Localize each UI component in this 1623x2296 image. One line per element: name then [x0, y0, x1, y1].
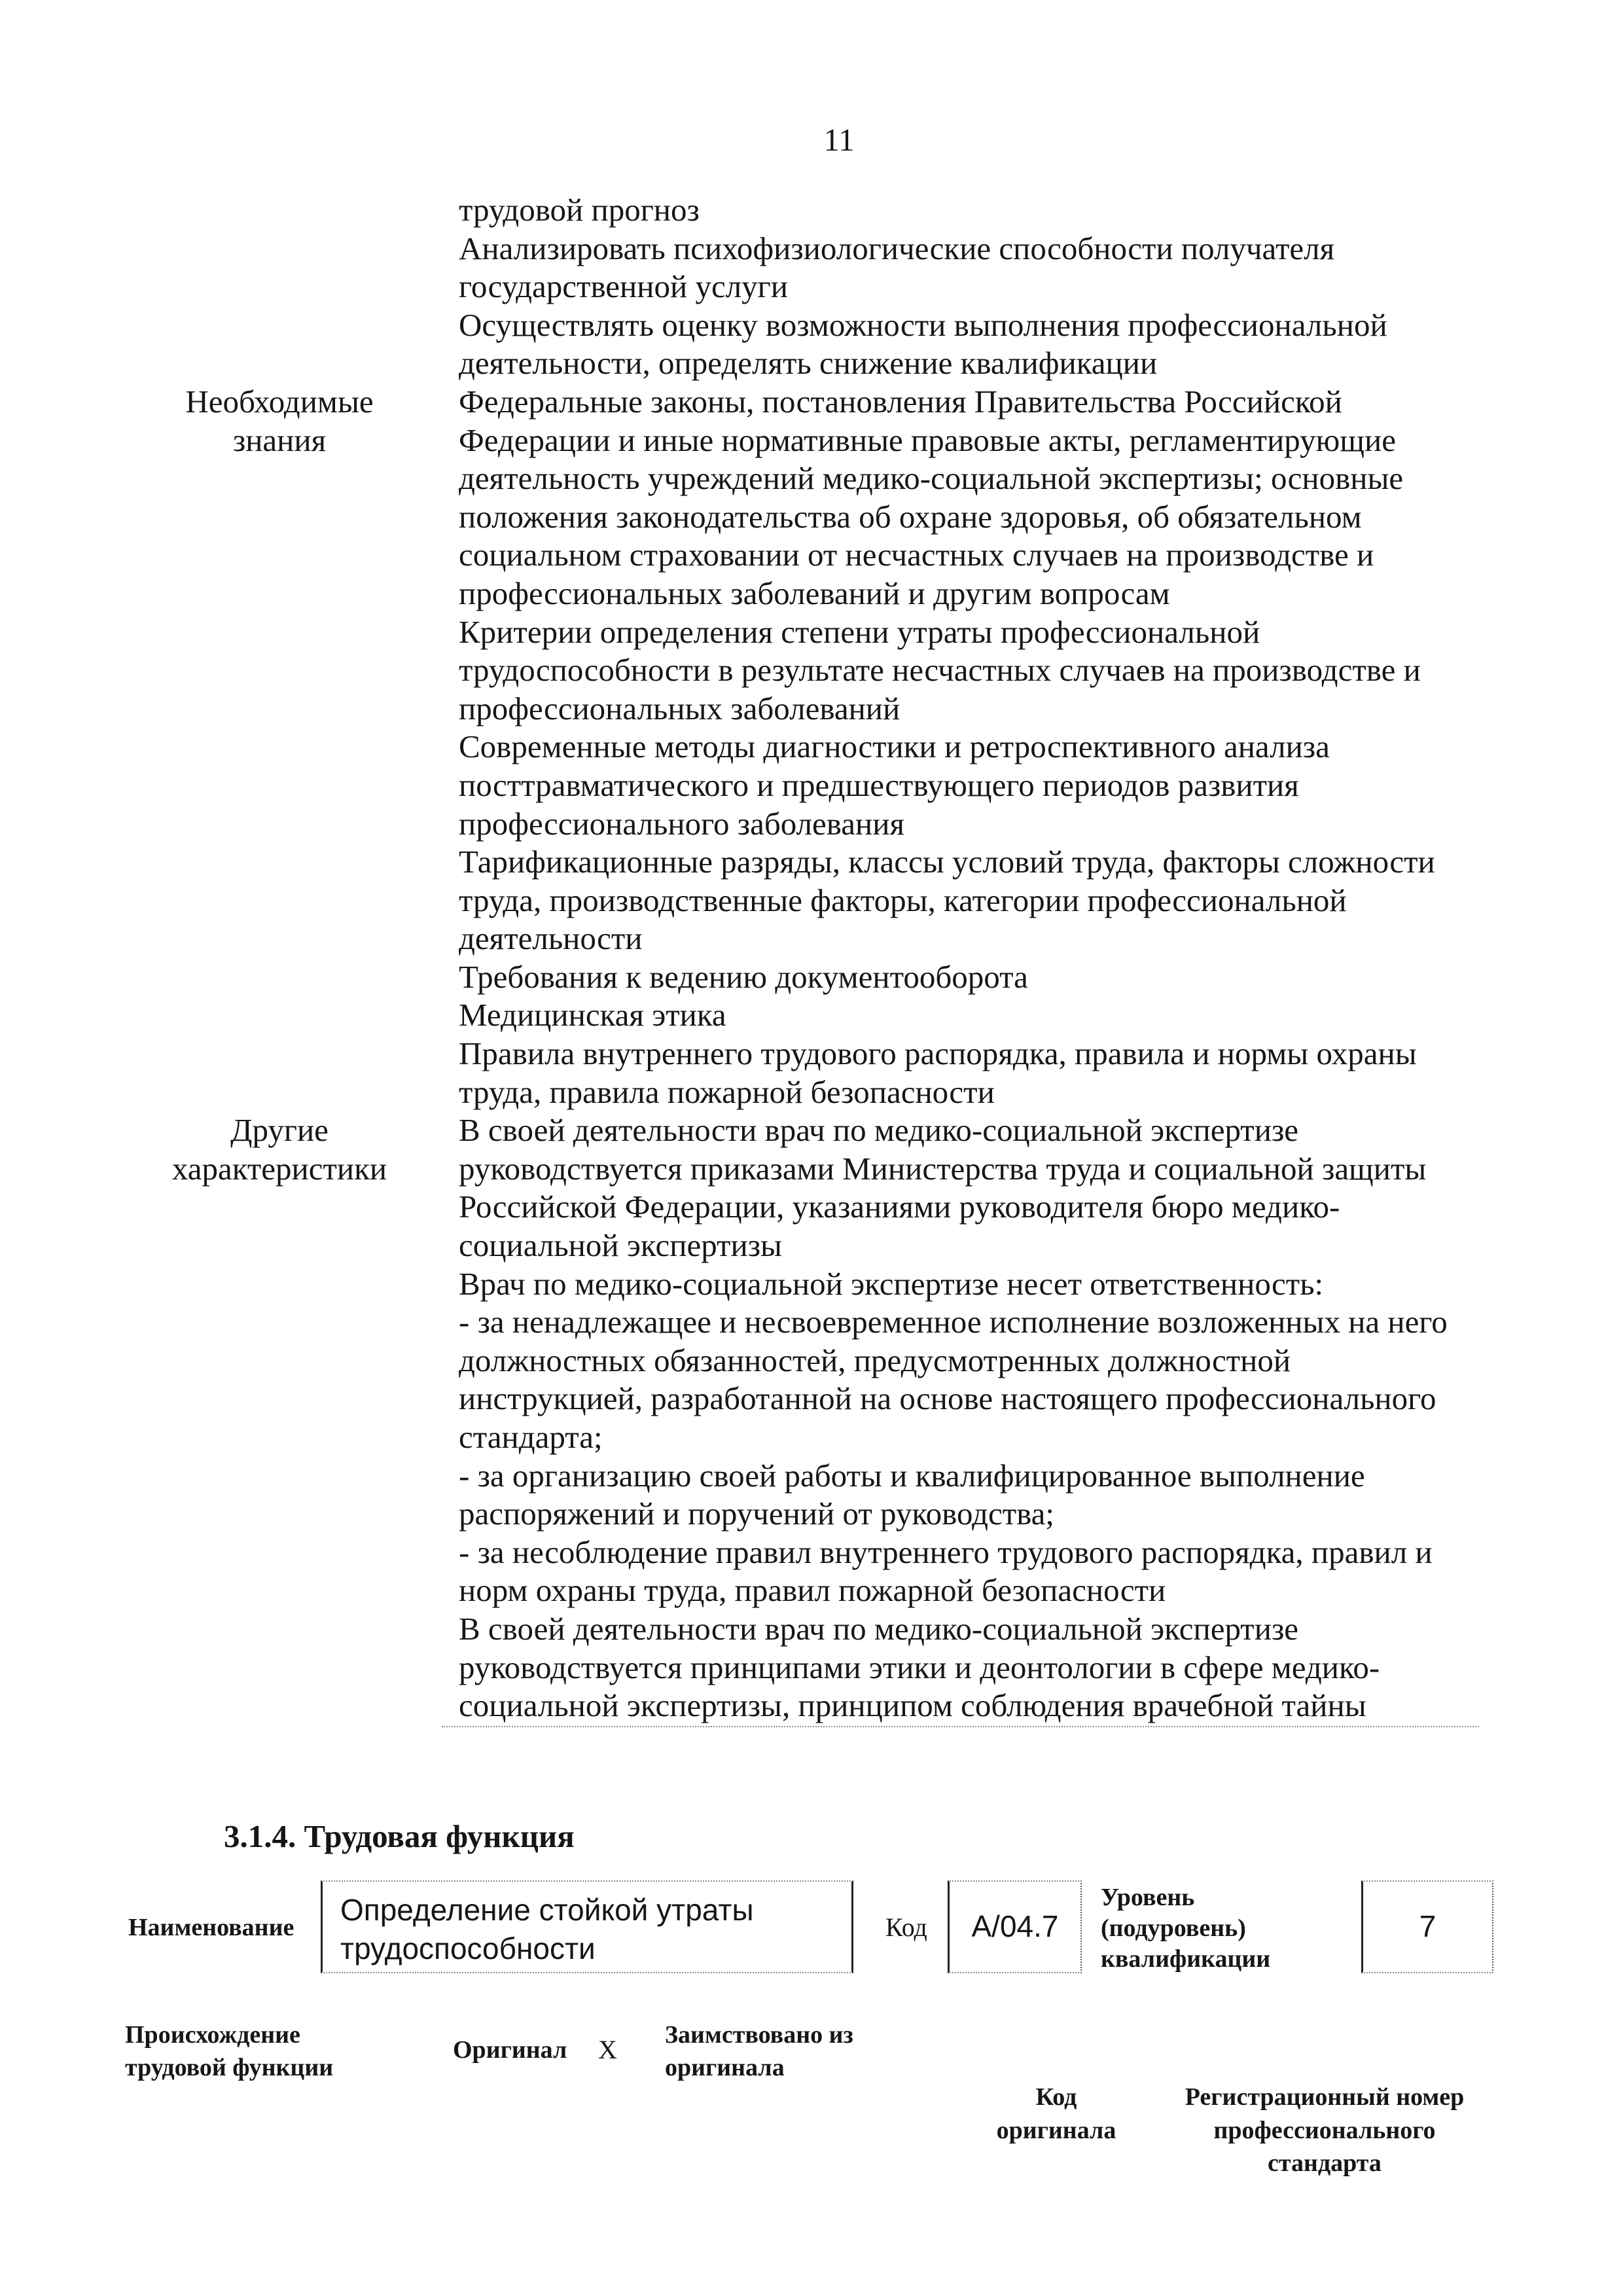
original-mark: X	[598, 2035, 617, 2064]
level-label	[1101, 1882, 1270, 1975]
original-code-label-line: оригинала	[996, 2117, 1116, 2144]
content-line: деятельность учреждений медико-социальной экспертизы; основные	[459, 460, 1404, 497]
level-label-line: квалификации	[1101, 1945, 1271, 1973]
content-line: положения законодательства об охране здоровья, об обязательном	[459, 498, 1362, 535]
borrowed-label-line: Заимствовано из	[665, 2021, 853, 2049]
content-line: трудовой прогноз	[459, 192, 700, 228]
content-line: Тарификационные разряды, классы условий труда, факторы сложности	[459, 844, 1435, 880]
row-label-line: Другие	[230, 1112, 329, 1149]
content-line: посттравматического и предшествующего периодов развития	[459, 766, 1299, 803]
page-number: 11	[823, 122, 855, 158]
code-box	[948, 1880, 1082, 1973]
content-line: - за ненадлежащее и несвоевременное исполнение возложенных на него	[459, 1304, 1448, 1340]
registration-number-label	[1161, 2081, 1488, 2180]
content-line: Федерации и иные нормативные правовые акты, регламентирующие	[459, 422, 1396, 458]
content-line: социальной экспертизы	[459, 1227, 782, 1264]
content-line: профессионального заболевания	[459, 805, 905, 842]
original-code-label	[958, 2081, 1154, 2147]
content-line: распоряжений и поручений от руководства;	[459, 1496, 1055, 1532]
row-label	[149, 191, 410, 383]
registration-number-label-line: стандарта	[1268, 2149, 1382, 2177]
content-line: Медицинская этика	[459, 997, 726, 1033]
row-content	[459, 383, 1435, 1111]
table-bottom-rule	[442, 1726, 1479, 1727]
level-box	[1361, 1880, 1493, 1973]
name-label: Наименование	[128, 1914, 294, 1941]
row-content	[459, 1111, 1448, 1725]
level-label-line: Уровень	[1101, 1884, 1195, 1911]
content-line: Современные методы диагностики и ретроспективного анализа	[459, 728, 1330, 765]
content-line: деятельности	[459, 920, 643, 957]
content-line: Осуществлять оценку возможности выполнения профессиональной	[459, 306, 1387, 343]
function-name-line: трудоспособности	[340, 1931, 596, 1965]
table-row	[149, 1111, 1588, 1725]
registration-number-label-line: профессионального	[1213, 2116, 1436, 2144]
content-line: инструкцией, разработанной на основе настоящего профессионального	[459, 1380, 1436, 1417]
function-name-line: Определение стойкой утраты	[340, 1893, 754, 1927]
content-line: руководствуется приказами Министерства труда и социальной защиты	[459, 1150, 1427, 1187]
origin-label	[125, 2018, 333, 2084]
content-line: социальной экспертизы, принципом соблюдения врачебной тайны	[459, 1687, 1366, 1724]
content-line: должностных обязанностей, предусмотренных должностной	[459, 1342, 1291, 1378]
function-name-box	[321, 1880, 853, 1973]
row-label	[149, 1111, 410, 1725]
table-row	[149, 191, 1588, 383]
row-label-line: знания	[232, 422, 327, 458]
level-value: 7	[1419, 1909, 1436, 1943]
borrowed-label	[665, 2018, 853, 2084]
content-line: Требования к ведению документооборота	[459, 958, 1028, 995]
content-line: Федеральные законы, постановления Правительства Российской	[459, 383, 1342, 420]
level-label-line: (подуровень)	[1101, 1914, 1246, 1942]
origin-label-line: трудовой функции	[125, 2054, 334, 2081]
content-line: Российской Федерации, указаниями руководителя бюро медико-	[459, 1189, 1340, 1225]
content-line: - за организацию своей работы и квалифицированное выполнение	[459, 1457, 1365, 1494]
content-line: деятельности, определять снижение квалификации	[459, 345, 1158, 382]
content-line: Критерии определения степени утраты профессиональной	[459, 613, 1260, 650]
content-line: труда, правила пожарной безопасности	[459, 1073, 995, 1110]
origin-label-line: Происхождение	[125, 2021, 300, 2049]
content-line: профессиональных заболеваний	[459, 690, 901, 726]
original-code-label-line: Код	[1035, 2083, 1077, 2111]
row-label-line: характеристики	[171, 1150, 387, 1187]
section-heading: 3.1.4. Трудовая функция	[224, 1818, 575, 1854]
content-line: Анализировать психофизиологические способности получателя	[459, 230, 1335, 266]
content-line: социальном страховании от несчастных случаев на производстве и	[459, 537, 1374, 573]
borrowed-label-line: оригинала	[665, 2054, 785, 2081]
content-line: Правила внутреннего трудового распорядка, правила и нормы охраны	[459, 1035, 1417, 1072]
content-line: В своей деятельности врач по медико-социальной экспертизе	[459, 1610, 1299, 1647]
row-label	[149, 383, 410, 1111]
content-line: руководствуется принципами этики и деонтологии в сфере медико-	[459, 1649, 1380, 1685]
code-label: Код	[885, 1912, 927, 1942]
content-line: В своей деятельности врач по медико-социальной экспертизе	[459, 1112, 1299, 1149]
qualification-table	[149, 191, 1588, 1725]
content-line: профессиональных заболеваний и другим вопросам	[459, 575, 1170, 611]
row-label-line: Необходимые	[185, 383, 374, 420]
table-row	[149, 383, 1588, 1111]
content-line: Врач по медико-социальной экспертизе несет ответственность:	[459, 1265, 1324, 1302]
content-line: трудоспособности в результате несчастных случаев на производстве и	[459, 652, 1421, 689]
content-line: государственной услуги	[459, 268, 788, 305]
content-line: норм охраны труда, правил пожарной безопасности	[459, 1572, 1166, 1609]
code-value: A/04.7	[971, 1909, 1059, 1943]
registration-number-label-line: Регистрационный номер	[1185, 2083, 1465, 2111]
content-line: - за несоблюдение правил внутреннего трудового распорядка, правил и	[459, 1534, 1433, 1570]
content-line: стандарта;	[459, 1419, 603, 1455]
content-line: труда, производственные факторы, категории профессиональной	[459, 882, 1347, 918]
original-label: Оригинал	[453, 2036, 567, 2064]
row-content	[459, 191, 1387, 383]
